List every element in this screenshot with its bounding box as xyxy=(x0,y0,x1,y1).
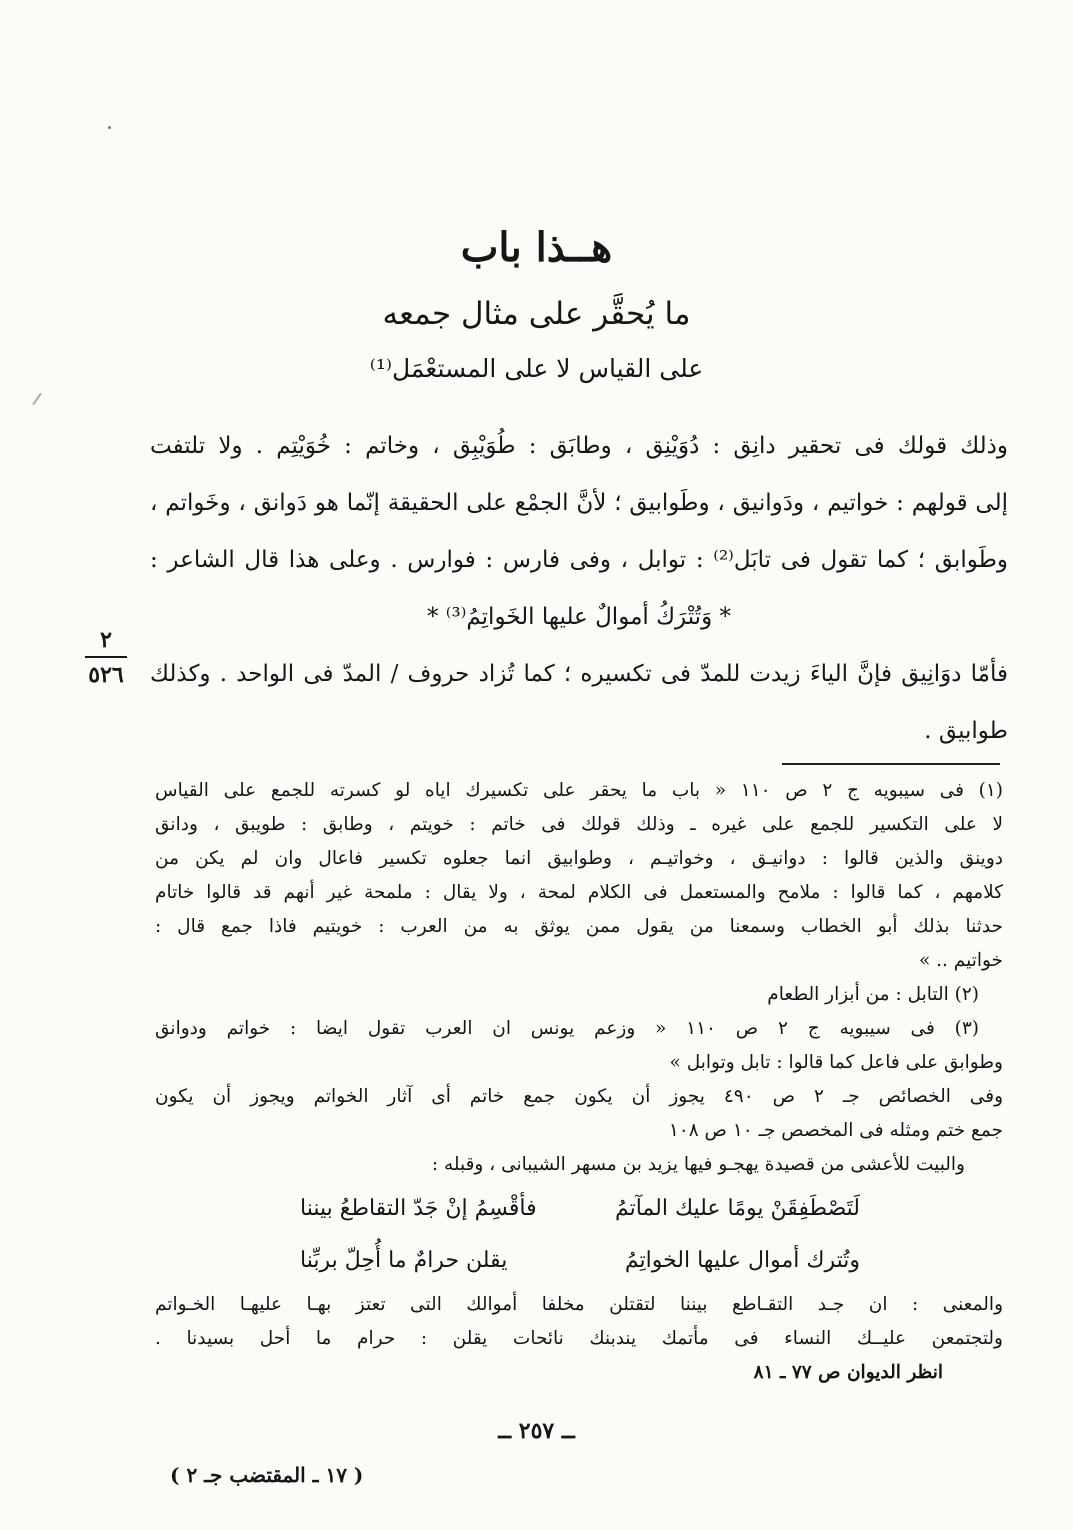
footnote-line: خواتيم .. » xyxy=(918,950,1003,971)
footnote-line: وفى الخصائص جـ ٢ ص ٤٩٠ يجوز أن يكون جمع خاتم أى آثار الخواتم ويجوز أن يكون xyxy=(155,1086,1003,1107)
footnote-line: (١) فى سيبويه ج ٢ ص ١١٠ « باب ما يحقر على تكسيرك اياه لو كسرته للجمع على القياس xyxy=(155,780,1003,801)
body-line: طوابيق . xyxy=(924,718,1008,744)
page-number: ــ ٢٥٧ ــ xyxy=(498,1418,575,1444)
verse-second-hemistich: لَتَصْطَفِقَنْ يومًا عليك المآتمُ xyxy=(614,1196,860,1221)
margin-reference-volume: ٢ xyxy=(100,627,112,653)
poem-verse xyxy=(300,1186,860,1232)
margin-page-reference xyxy=(76,626,136,689)
footnote-line: لا على التكسير للجمع على غيره ـ وذلك قولك فى خاتم : خويتم ، وطابق : طويبق ، ودانق xyxy=(155,814,1003,835)
footnote-line: ولتجتمعن عليــك النساء فى مأتمك يندبنك نائحات يقلن : حرام ما أحل بسيدنا . xyxy=(155,1328,1003,1349)
verse-first-hemistich: فأقْسِمُ إنْ جَدّ التقاطعُ بيننا xyxy=(300,1196,537,1221)
body-line: إلى قولهم : خواتيم ، ودَوانيق ، وطَوابيق ؛ لأنَّ الجمْع على الحقيقة إنّما هو دَوانق ، وخَواتم ، xyxy=(150,490,1008,516)
poem-verse xyxy=(300,1238,860,1284)
chapter-subtitle: ما يُحقَّر على مثال جمعه xyxy=(382,296,691,332)
margin-reference-divider xyxy=(85,656,127,658)
body-line: وطَوابق ؛ كما تقول فى تابَل⁽²⁾ : توابل ، وفى فارس : فوارس . وعلى هذا قال الشاعر : xyxy=(150,547,1008,573)
footnote-line: والمعنى : ان جـد التقـاطع بيننا لتقتلن مخلفا أموالك التى تعتز بهـا عليهـا الخـواتم xyxy=(155,1294,1003,1315)
print-speck xyxy=(108,126,111,129)
chapter-subtitle-note: على القياس لا على المستعْمَل⁽¹⁾ xyxy=(369,354,704,383)
footnote-separator xyxy=(782,763,1000,765)
footnote-line: حدثنا بذلك أبو الخطاب وسمعنا من يقول ممن يوثق به من العرب : خويتيم فاذا جمع قال : xyxy=(155,916,1003,937)
signature-mark: ( ١٧ ـ المقتضب جـ ٢ ) xyxy=(170,1463,364,1487)
footnote-line: (٢) التابل : من أبزار الطعام xyxy=(767,984,979,1005)
main-text xyxy=(150,418,1008,760)
verse-second-hemistich: وتُترك أموال عليها الخواتِمُ xyxy=(624,1248,860,1273)
footnotes xyxy=(155,774,1003,1182)
footnote-line: (٣) فى سيبويه ج ٢ ص ١١٠ « وزعم يونس ان العرب تقول ايضا : خواتم ودوانق xyxy=(155,1018,979,1039)
footnote-line: كلامهم ، كما قالوا : ملامح والمستعمل فى الكلام لمحة ، ولا يقال : ملمحة غير أنهم قد قالوا خاتام xyxy=(155,882,1003,903)
margin-reference-page: ٥٢٦ xyxy=(88,662,124,688)
footnote-line: والبيت للأعشى من قصيدة يهجـو فيها يزيد بن مسهر الشيبانى ، وقبله : xyxy=(431,1154,965,1175)
footnote-explanation xyxy=(155,1288,1003,1390)
footnote-line: دوينق والذين قالوا : دوانيـق ، وخواتيـم ، وطوابيق انما جعلوه تكسير فاعال وان لم يكن من xyxy=(155,848,1003,869)
footnote-line: انظر الديوان ص ٧٧ ـ ٨١ xyxy=(753,1362,943,1383)
print-speck xyxy=(32,393,42,406)
body-line: وذلك قولك فى تحقير دانِق : دُوَيْنِق ، وطابَق : طُوَيْبِق ، وخاتم : خُوَيْتِم . ولا تلتفت xyxy=(150,433,1008,459)
body-line: فأمّا دوَانِيق فإنَّ الياءَ زيدت للمدّ فى تكسيره ؛ كما تُزاد حروف / المدّ فى الواحد . وكذلك xyxy=(150,661,1008,687)
footnote-line: وطوابق على فاعل كما قالوا : تابل وتوابل » xyxy=(669,1052,1003,1073)
footnote-line: جمع ختم ومثله فى المخصص جـ ١٠ ص ١٠٨ xyxy=(668,1120,1003,1141)
verse-first-hemistich: يقلن حرامٌ ما أُحِلّ بربِّنا xyxy=(300,1248,508,1273)
chapter-title: هــذا باب xyxy=(460,224,613,271)
verse-quote: * وَتُتْرَكُ أموالٌ عليها الخَواتِمُ⁽³⁾ * xyxy=(427,604,731,630)
